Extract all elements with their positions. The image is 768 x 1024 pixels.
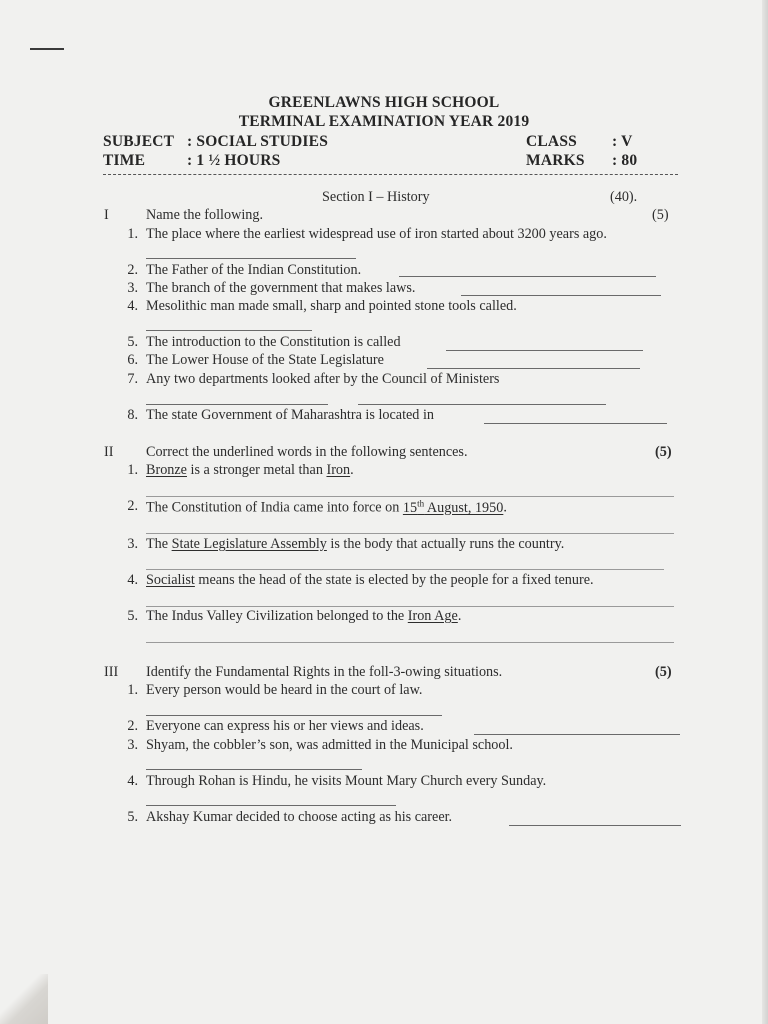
q1-item-text: The Father of the Indian Constitution. [146, 262, 362, 278]
q3-item-number: 5. [127, 809, 138, 825]
section-title: Section I – History [322, 189, 430, 205]
q1-item-number: 6. [127, 352, 138, 368]
underlined-word: State Legislature Assembly [171, 536, 327, 552]
underlined-word [403, 500, 503, 516]
underlined-word: Iron [326, 462, 351, 478]
q2-marks: (5) [655, 444, 672, 460]
q3-item-text: Everyone can express his or her views and ideas. [146, 718, 424, 734]
answer-blank [427, 368, 640, 369]
q3-item-number: 3. [127, 737, 138, 753]
ordinal-suffix: th [417, 498, 425, 508]
q1-item-text: The introduction to the Constitution is called [146, 334, 401, 350]
answer-blank [146, 404, 328, 405]
scan-edge-shadow [762, 0, 768, 1024]
time-value: : 1 ½ HOURS [187, 152, 281, 169]
school-name: GREENLAWNS HIGH SCHOOL [268, 94, 500, 111]
exam-title: TERMINAL EXAMINATION YEAR 2019 [238, 113, 530, 130]
sentence-text: means the head of the state is elected by the people for a fixed tenure. [194, 572, 594, 588]
q1-item-text: The place where the earliest widespread use of iron started about 3200 years ago. [146, 226, 607, 242]
q2-roman: II [104, 444, 114, 460]
q3-item-number: 2. [127, 718, 138, 734]
q1-item-text: The Lower House of the State Legislature [146, 352, 384, 368]
answer-line [146, 533, 674, 534]
q1-item-number: 4. [127, 298, 138, 314]
sentence-text: . [503, 499, 507, 516]
answer-line [146, 569, 664, 570]
answer-blank [146, 769, 362, 770]
answer-blank [146, 805, 396, 806]
sentence-text: . [457, 608, 462, 624]
margin-mark [30, 48, 64, 50]
underlined-word: Bronze [146, 462, 187, 478]
q1-item-number: 1. [127, 226, 138, 242]
answer-blank [146, 258, 356, 259]
section-marks: (40). [610, 189, 638, 205]
q1-item-text: Any two departments looked after by the Council of Ministers [146, 371, 500, 387]
q2-item-number: 3. [127, 536, 138, 552]
q2-item-number: 5. [127, 608, 138, 624]
q3-item-text: Every person would be heard in the court of law. [146, 682, 423, 698]
q2-title: Correct the underlined words in the following sentences. [146, 444, 468, 460]
q1-item-number: 5. [127, 334, 138, 350]
subject-label: SUBJECT [103, 133, 175, 150]
answer-blank [474, 734, 680, 735]
q1-item-text: Mesolithic man made small, sharp and pointed stone tools called. [146, 298, 517, 314]
q1-item-number: 3. [127, 280, 138, 296]
q3-item-number: 1. [127, 682, 138, 698]
underlined-date: August, 1950 [424, 499, 504, 516]
sentence-text: The [146, 536, 172, 552]
q1-item-number: 7. [127, 371, 138, 387]
q1-item-number: 2. [127, 262, 138, 278]
q1-item-text: The branch of the government that makes laws. [146, 280, 416, 296]
q2-sentence [146, 608, 461, 625]
q2-item-number: 4. [127, 572, 138, 588]
answer-blank [146, 330, 312, 331]
answer-blank [358, 404, 606, 405]
scan-corner-smudge [0, 974, 48, 1024]
q3-item-text: Akshay Kumar decided to choose acting as his career. [146, 809, 453, 825]
sentence-text: . [350, 462, 354, 478]
header-divider [103, 174, 678, 175]
q3-marks: (5) [655, 664, 672, 680]
class-value: : V [612, 133, 633, 150]
marks-label: MARKS [526, 152, 585, 169]
answer-blank [461, 295, 661, 296]
sentence-text: The Indus Valley Civilization belonged to the [146, 608, 408, 624]
marks-value: : 80 [612, 152, 638, 169]
answer-blank [399, 276, 656, 277]
underlined-day: 15 [402, 499, 418, 516]
answer-line [146, 642, 674, 643]
answer-line [146, 606, 674, 607]
q3-item-number: 4. [127, 773, 138, 789]
underlined-word: Iron Age [407, 608, 458, 624]
q1-item-text: The state Government of Maharashtra is located in [146, 407, 434, 423]
q1-marks: (5) [652, 207, 669, 223]
q3-roman: III [104, 664, 119, 680]
answer-line [146, 496, 674, 497]
q2-sentence [146, 462, 354, 479]
sentence-text: is the body that actually runs the country. [326, 536, 565, 552]
q3-item-text: Shyam, the cobbler’s son, was admitted in the Municipal school. [146, 737, 513, 753]
q2-sentence [146, 536, 564, 553]
q2-item-number: 2. [127, 498, 138, 514]
q1-item-number: 8. [127, 407, 138, 423]
q3-title: Identify the Fundamental Rights in the foll-3-owing situations. [146, 664, 503, 680]
time-label: TIME [103, 152, 146, 169]
q2-item-number: 1. [127, 462, 138, 478]
subject-value: : SOCIAL STUDIES [187, 133, 329, 150]
answer-blank [146, 715, 442, 716]
class-label: CLASS [526, 133, 577, 150]
q2-sentence [146, 572, 594, 589]
underlined-word: Socialist [146, 572, 195, 588]
sentence-text: is a stronger metal than [186, 462, 327, 478]
answer-blank [484, 423, 667, 424]
q2-sentence [146, 498, 507, 517]
q1-roman: I [104, 207, 109, 223]
q1-title: Name the following. [146, 207, 264, 223]
answer-blank [446, 350, 643, 351]
q3-item-text: Through Rohan is Hindu, he visits Mount Mary Church every Sunday. [146, 773, 547, 789]
sentence-text: The Constitution of India came into force on [146, 499, 403, 516]
answer-blank [509, 825, 681, 826]
